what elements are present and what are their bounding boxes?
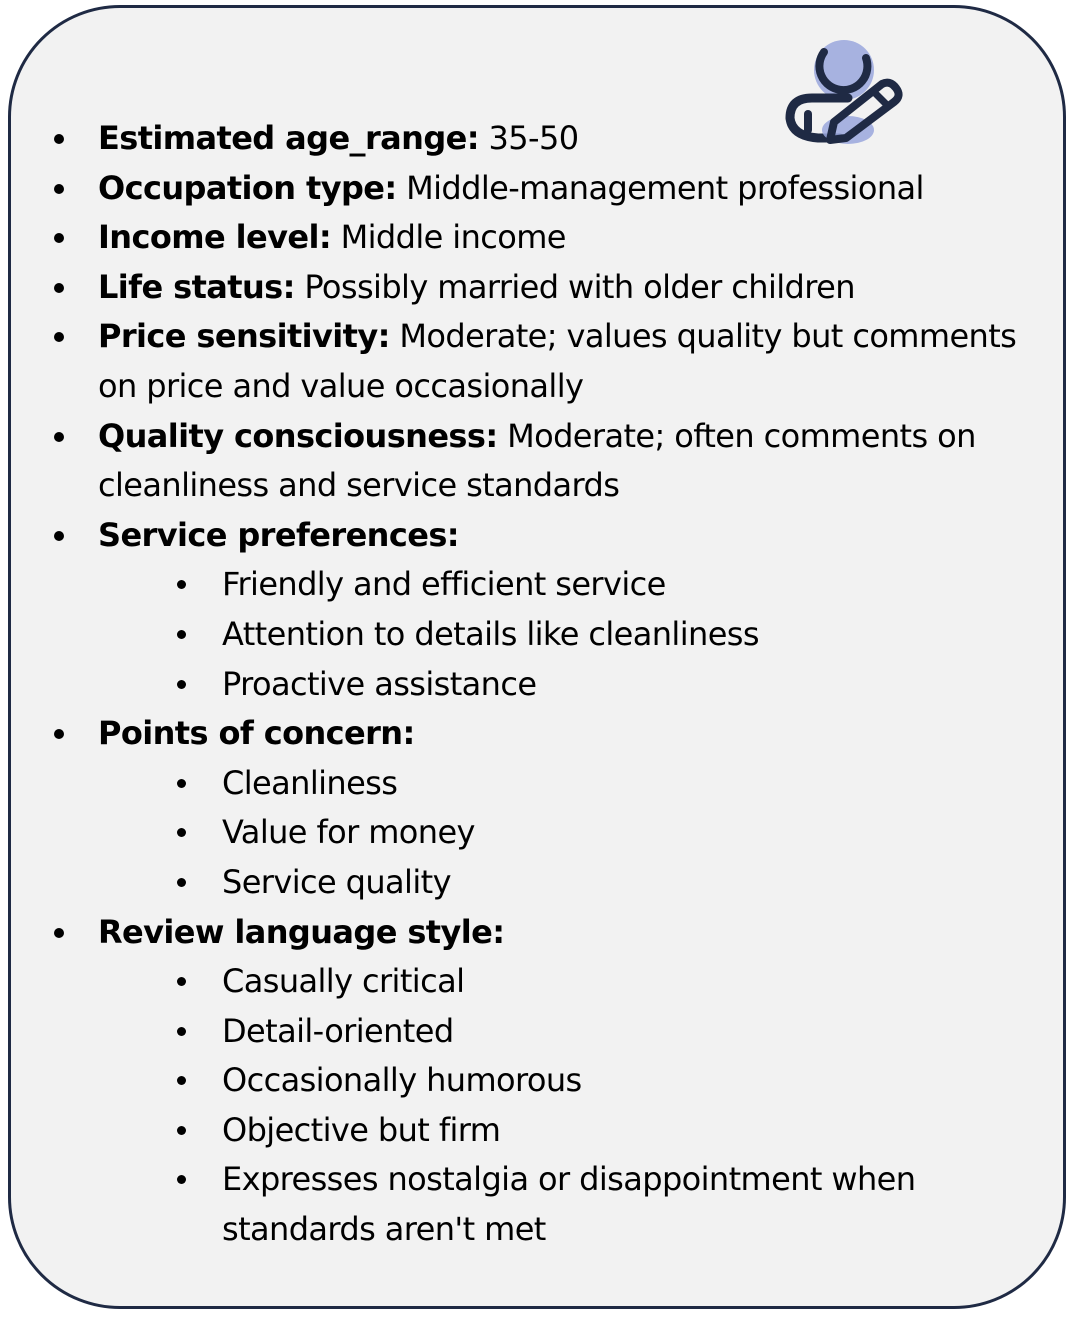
list-item-points-of-concern xyxy=(0,709,1078,907)
list-item-age-range xyxy=(0,114,1078,164)
sublist-item: Occasionally humorous xyxy=(0,1056,1048,1106)
list-item-quality-consciousness xyxy=(0,412,1078,511)
sublist xyxy=(98,759,1048,908)
list-item-income xyxy=(0,213,1078,263)
persona-attribute-list xyxy=(0,114,1078,1255)
list-item-price-sensitivity xyxy=(0,312,1078,411)
item-label: Points of concern: xyxy=(98,714,415,753)
item-label: Review language style: xyxy=(98,912,505,951)
sublist xyxy=(98,957,1048,1255)
item-label: Occupation type: xyxy=(98,168,397,207)
item-value: Middle income xyxy=(331,218,566,257)
item-label: Estimated age_range: xyxy=(98,119,479,157)
sublist-item: Proactive assistance xyxy=(0,660,1048,710)
list-item-occupation xyxy=(0,164,1078,214)
sublist-item: Casually critical xyxy=(0,957,1048,1007)
sublist xyxy=(98,560,1048,709)
item-label: Price sensitivity: xyxy=(98,317,390,356)
list-item-review-language-style xyxy=(0,908,1078,1255)
list-item-life-status xyxy=(0,263,1078,313)
sublist-item: Friendly and efficient service xyxy=(0,560,1048,610)
item-value: Moderate; often comments on cleanliness and service standards xyxy=(98,416,976,505)
item-label: Quality consciousness: xyxy=(98,416,498,455)
sublist-item: Service quality xyxy=(0,858,1048,908)
sublist-item: Value for money xyxy=(0,808,1048,858)
sublist-item: Detail-oriented xyxy=(0,1007,1048,1057)
item-value: Middle-management professional xyxy=(396,168,924,207)
item-label: Income level: xyxy=(98,218,332,257)
item-value: Moderate; values quality but comments on price and value occasionally xyxy=(98,317,1017,405)
item-value: 35-50 xyxy=(478,119,579,157)
item-value: Possibly married with older children xyxy=(294,267,855,306)
item-label: Service preferences: xyxy=(98,515,459,554)
sublist-item: Cleanliness xyxy=(0,759,1048,809)
item-label: Life status: xyxy=(98,267,295,306)
sublist-item: Attention to details like cleanliness xyxy=(0,610,1048,660)
sublist-item: Objective but firm xyxy=(0,1106,1048,1156)
list-item-service-preferences xyxy=(0,511,1078,709)
sublist-item: Expresses nostalgia or disappointment when standards aren't met xyxy=(0,1155,1048,1254)
